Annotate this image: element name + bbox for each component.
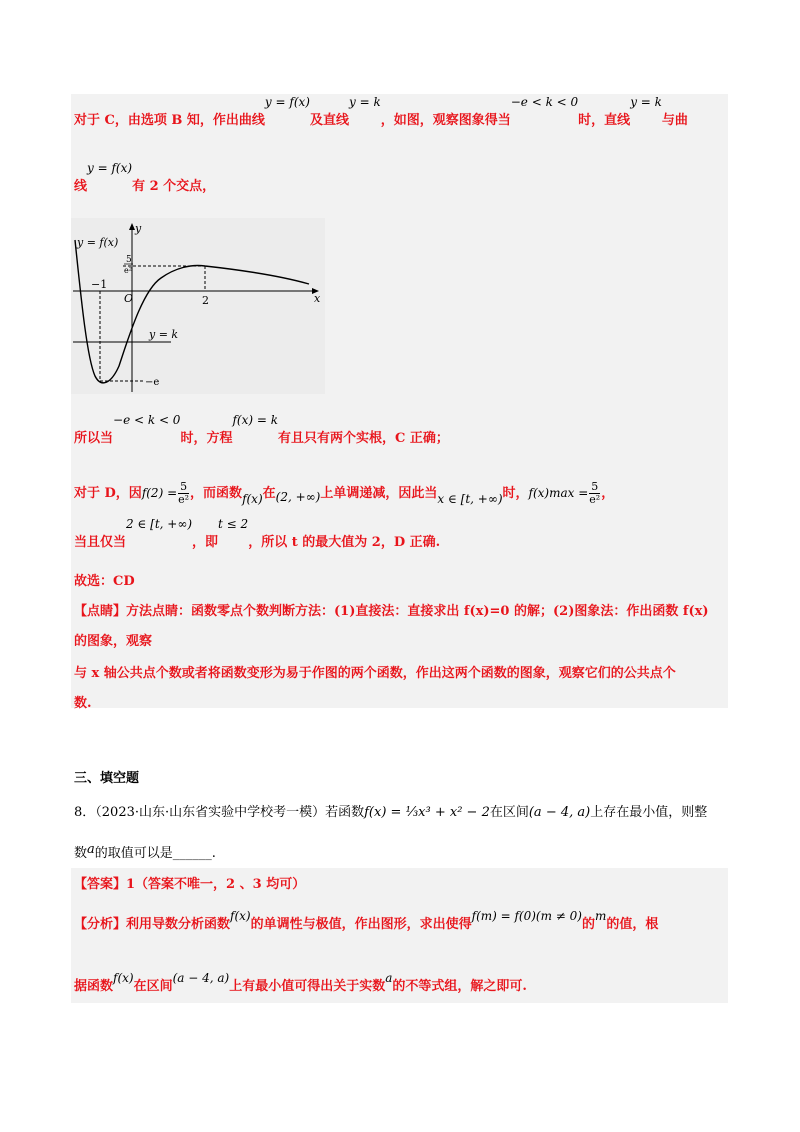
math: f(2) = — [141, 486, 178, 500]
math: f(x) = k — [232, 413, 278, 427]
text: 当且仅当 — [74, 535, 127, 550]
tip-line-1 — [74, 600, 709, 619]
solution-d-line-2 — [74, 517, 441, 550]
text: 对于 C，由选项 B 知，作出曲线 — [74, 113, 265, 128]
analysis-label: 【分析】 — [74, 917, 127, 932]
text: 时，方程 — [180, 431, 233, 446]
text: 的取值可以是______. — [94, 846, 216, 861]
math: x ∈ [t, +∞) — [437, 492, 503, 506]
graph-svg — [71, 218, 325, 394]
math: −e < k < 0 — [113, 413, 181, 427]
analysis-line-2 — [74, 971, 527, 994]
analysis-line-1 — [74, 909, 659, 932]
math: m — [595, 909, 607, 923]
text: 时， — [502, 486, 529, 501]
math: y = k — [348, 95, 381, 109]
math: f(x) — [113, 971, 134, 985]
label-neg1: −1 — [91, 278, 108, 291]
math: f(x) — [242, 492, 263, 506]
text: 与 x 轴公共点个数或者将函数变形为易于作图的两个函数，作出这两个函数的图象，观察它们的公共点个 — [74, 666, 676, 681]
text: 与曲 — [661, 113, 688, 128]
text: 线 — [74, 179, 88, 194]
math: a — [87, 842, 95, 857]
text: ，所以 t 的最大值为 2，D 正确. — [248, 535, 441, 550]
solution-d-line-1 — [74, 481, 614, 506]
text: 在区间 — [133, 979, 173, 994]
text: 的不等式组，解之即可. — [392, 979, 527, 994]
choice-text: 故选：CD — [74, 574, 135, 589]
math: (a − 4, a) — [172, 971, 230, 985]
question-source: 8．（2023·山东·山东省实验中学校考一模）若函数 — [74, 805, 365, 820]
math: f(x)max = — [528, 486, 589, 500]
text: 利用导数分析函数 — [126, 917, 231, 932]
label-x: x — [314, 292, 321, 305]
label-line: y = k — [149, 328, 179, 341]
text: 的单调性与极值，作出图形，求出使得 — [250, 917, 472, 932]
solution-c-line-1 — [74, 95, 688, 128]
text: 时，直线 — [578, 113, 631, 128]
label-curve: y = f(x) — [77, 236, 119, 249]
text: ，而函数 — [190, 486, 243, 501]
question-8-line-1 — [74, 801, 707, 820]
text: 的值，根 — [606, 917, 659, 932]
frac-den: e² — [178, 493, 190, 506]
math: y = k — [630, 95, 662, 109]
frac-num: 5 — [180, 480, 188, 493]
section-title: 三、填空题 — [74, 771, 140, 786]
fraction — [178, 481, 189, 506]
text: 据函数 — [74, 979, 114, 994]
text: 有 2 个交点， — [132, 179, 216, 194]
solution-c-line-2 — [74, 161, 216, 194]
question-interval: (a − 4, a) — [528, 805, 591, 820]
label-two: 2 — [202, 294, 209, 307]
text: 及直线 — [309, 113, 349, 128]
math: t ≤ 2 — [218, 517, 249, 531]
tip-line-3 — [74, 662, 676, 681]
choice-line — [74, 570, 135, 589]
text: 在 — [262, 486, 276, 501]
solution-c-line-3 — [74, 413, 449, 446]
math: f(x) — [230, 909, 251, 923]
math: a — [385, 971, 393, 985]
tip-line-4 — [74, 692, 92, 711]
frac-den: e² — [589, 493, 601, 506]
curve-f — [75, 240, 309, 383]
text: 在区间 — [489, 805, 529, 820]
math: (2, +∞) — [275, 490, 321, 504]
text: 数 — [74, 846, 88, 861]
math: y = f(x) — [87, 161, 133, 175]
math: y = f(x) — [264, 95, 310, 109]
text: ，如图，观察图象得当 — [380, 113, 511, 128]
text: 上存在最小值，则整 — [590, 805, 708, 820]
label-max-den: e² — [124, 266, 132, 275]
label-min: −e — [145, 377, 160, 388]
label-origin: O — [124, 292, 134, 305]
text: 上单调递减，因此当 — [320, 486, 438, 501]
text: 的图象，观察 — [74, 634, 153, 649]
math: 2 ∈ [t, +∞) — [126, 517, 193, 531]
tip-label: 【点睛】 — [74, 604, 127, 619]
math: f(m) = f(0)(m ≠ 0) — [471, 909, 582, 923]
text: 对于 D，因 — [74, 486, 142, 501]
label-y: y — [135, 222, 142, 235]
fraction — [589, 481, 600, 506]
answer-label: 【答案】 — [74, 877, 127, 892]
text: ，即 — [192, 535, 219, 550]
text: 方法点睛：函数零点个数判断方法：(1)直接法：直接求出 f(x)=0 的解；(2)图象法：作出函数 f(x) — [126, 604, 709, 619]
text: ， — [601, 486, 615, 501]
frac-num: 5 — [591, 480, 599, 493]
math: −e < k < 0 — [510, 95, 579, 109]
label-max-num: 5 — [126, 255, 132, 265]
question-function: f(x) = ⅓x³ + x² − 2 — [364, 805, 490, 820]
question-8-line-2 — [74, 842, 216, 861]
tip-line-2 — [74, 630, 152, 649]
text: 的 — [582, 917, 596, 932]
text: 所以当 — [74, 431, 114, 446]
answer-line — [74, 873, 305, 892]
text: 有且只有两个实根，C 正确； — [278, 431, 449, 446]
text: 上有最小值可得出关于实数 — [229, 979, 386, 994]
text: 数. — [74, 696, 92, 711]
function-graph — [71, 218, 325, 394]
answer-text: 1（答案不唯一，2 、3 均可） — [126, 877, 306, 892]
